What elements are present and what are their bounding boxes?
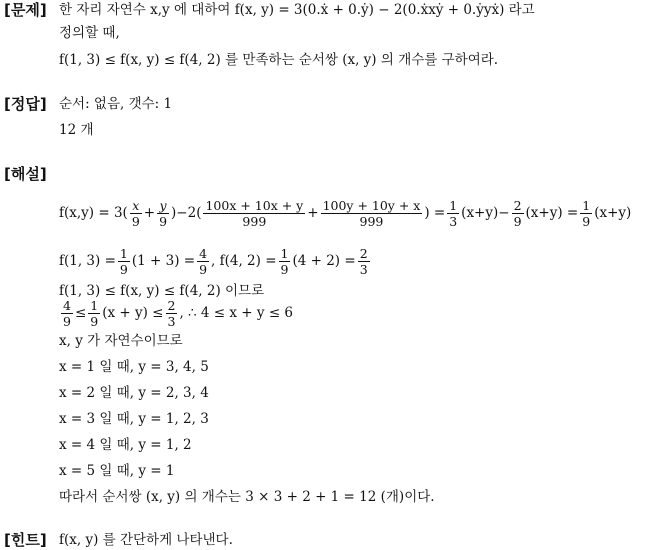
solution-conclusion: 따라서 순서쌍 (x, y) 의 개수는 3 × 3 + 2 + 1 = 12 (개)이다. (59, 489, 435, 505)
solution-equation-1: f(x,y) = 3( $\frac{x}{9}$ + $\frac{y}{9}$ )−2( $\frac{100x + 10x + y}{999}$ + $\frac{100y + 10y + x}{999}$ ) = $\frac{1}{3}$ (x+y)− $\frac{2}{9}$ (x+y) = $\frac{1}{9}$ (x+y) (59, 198, 632, 229)
eq4-frac-1: $\frac{4}{9}$ (63, 298, 71, 329)
case-item-4: x = 4 일 때, y = 1, 2 (59, 437, 192, 453)
eq1-frac-2: $\frac{y}{9}$ (159, 198, 168, 229)
case-item-5: x = 5 일 때, y = 1 (59, 463, 175, 479)
eq1-frac-5: $\frac{1}{3}$ (449, 198, 458, 229)
answer-line-1: 순서: 없음, 갯수: 1 (59, 96, 173, 112)
solution-equation-2: f(1, 3) = $\frac{1}{9}$ (1 + 3) = $\frac{4}{9}$ , f(4, 2) = $\frac{1}{9}$ (4 + 2) = $\frac{2}{3}$ (59, 246, 368, 277)
solution-equation-4: $\frac{4}{9}$ ≤ $\frac{1}{9}$ (x + y) ≤ $\frac{2}{3}$ , ∴ 4 ≤ x + y ≤ 6 (63, 298, 294, 329)
eq1-frac-7: $\frac{1}{9}$ (582, 198, 591, 229)
eq4-frac-3: $\frac{2}{3}$ (167, 298, 176, 329)
solution-tag: [해설] (4, 165, 47, 183)
answer-tag: [정답] (4, 95, 47, 113)
eq1-frac-6: $\frac{2}{9}$ (513, 198, 522, 229)
case-item-3: x = 3 일 때, y = 1, 2, 3 (59, 411, 209, 427)
solution-line-5: x, y 가 자연수이므로 (59, 333, 183, 349)
problem-tag: [문제] (4, 1, 47, 19)
eq2-frac-1: $\frac{1}{9}$ (119, 246, 128, 277)
hint-tag: [힌트] (4, 531, 47, 549)
solution-line-3: f(1, 3) ≤ f(x, y) ≤ f(4, 2) 이므로 (59, 283, 265, 299)
eq2-frac-3: $\frac{1}{9}$ (280, 246, 289, 277)
eq2-frac-2: $\frac{4}{9}$ (199, 246, 208, 277)
eq4-frac-2: $\frac{1}{9}$ (90, 298, 99, 329)
eq1-frac-4: $\frac{100y + 10y + x}{999}$ (322, 198, 421, 229)
problem-line-3: f(1, 3) ≤ f(x, y) ≤ f(4, 2) 를 만족하는 순서쌍 (x, y) 의 개수를 구하여라. (59, 52, 499, 68)
answer-line-2: 12 개 (59, 122, 94, 138)
hint-line-1: f(x, y) 를 간단하게 나타낸다. (59, 532, 233, 548)
eq2-frac-4: $\frac{2}{3}$ (359, 246, 368, 277)
case-item-1: x = 1 일 때, y = 3, 4, 5 (59, 359, 209, 375)
eq1-frac-1: $\frac{x}{9}$ (131, 198, 140, 229)
eq1-frac-3: $\frac{100x + 10x + y}{999}$ (205, 198, 304, 229)
case-item-2: x = 2 일 때, y = 2, 3, 4 (59, 385, 209, 401)
problem-line-2: 정의할 때, (59, 25, 120, 41)
eq1-lhs: f(x,y) = 3( (59, 205, 128, 221)
problem-line-1: 한 자리 자연수 x,y 에 대하여 f(x, y) = 3(0.ẋ + 0.ẏ) − 2(0.ẋxẏ + 0.ẏyẋ) 라고 (59, 2, 535, 18)
